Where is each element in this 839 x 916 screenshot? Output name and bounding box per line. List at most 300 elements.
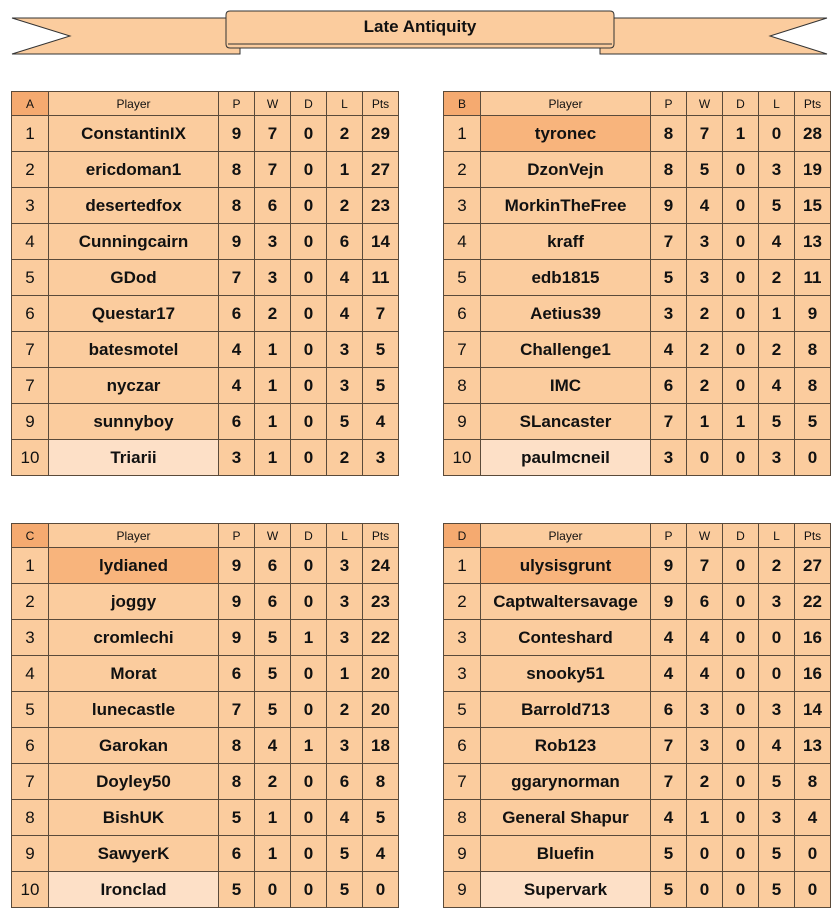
table-row (444, 188, 831, 224)
player-cell: Aetius39 (481, 296, 651, 332)
player-cell: ericdoman1 (49, 152, 219, 188)
player-cell: Doyley50 (49, 764, 219, 800)
pts-cell: 5 (363, 368, 399, 404)
d-cell: 0 (291, 764, 327, 800)
table-row (12, 368, 399, 404)
header-p: P (219, 92, 255, 116)
rank-cell: 7 (12, 332, 49, 368)
table-row (12, 260, 399, 296)
w-cell: 4 (255, 728, 291, 764)
l-cell: 2 (327, 116, 363, 152)
player-cell: kraff (481, 224, 651, 260)
pts-cell: 7 (363, 296, 399, 332)
table-row (444, 224, 831, 260)
table-row (12, 440, 399, 476)
w-cell: 7 (255, 116, 291, 152)
d-cell: 0 (291, 584, 327, 620)
w-cell: 3 (687, 260, 723, 296)
d-cell: 0 (723, 836, 759, 872)
rank-cell: 4 (12, 224, 49, 260)
w-cell: 3 (255, 224, 291, 260)
p-cell: 9 (219, 548, 255, 584)
table-row (12, 728, 399, 764)
p-cell: 6 (219, 836, 255, 872)
p-cell: 3 (651, 440, 687, 476)
rank-cell: 9 (444, 872, 481, 908)
player-cell: tyronec (481, 116, 651, 152)
d-cell: 0 (291, 296, 327, 332)
player-cell: desertedfox (49, 188, 219, 224)
rank-cell: 3 (444, 656, 481, 692)
header-pts: Pts (795, 92, 831, 116)
table-row (444, 548, 831, 584)
d-cell: 0 (723, 656, 759, 692)
rank-cell: 6 (444, 728, 481, 764)
d-cell: 0 (291, 800, 327, 836)
group-table-c (11, 523, 399, 908)
header-l: L (759, 524, 795, 548)
rank-cell: 8 (444, 368, 481, 404)
rank-cell: 4 (12, 656, 49, 692)
l-cell: 0 (759, 116, 795, 152)
l-cell: 4 (327, 260, 363, 296)
l-cell: 4 (759, 368, 795, 404)
rank-cell: 7 (12, 764, 49, 800)
p-cell: 5 (219, 800, 255, 836)
p-cell: 9 (219, 116, 255, 152)
p-cell: 9 (219, 224, 255, 260)
player-cell: DzonVejn (481, 152, 651, 188)
table-row (12, 872, 399, 908)
rank-cell: 9 (12, 836, 49, 872)
l-cell: 5 (759, 404, 795, 440)
player-cell: Bluefin (481, 836, 651, 872)
l-cell: 3 (759, 440, 795, 476)
header-d: D (291, 524, 327, 548)
rank-cell: 2 (444, 152, 481, 188)
pts-cell: 4 (795, 800, 831, 836)
pts-cell: 0 (795, 440, 831, 476)
player-cell: Supervark (481, 872, 651, 908)
pts-cell: 4 (363, 836, 399, 872)
d-cell: 0 (723, 296, 759, 332)
table-row (444, 440, 831, 476)
l-cell: 5 (327, 404, 363, 440)
rank-cell: 2 (444, 584, 481, 620)
d-cell: 0 (723, 800, 759, 836)
player-cell: lunecastle (49, 692, 219, 728)
l-cell: 2 (759, 260, 795, 296)
l-cell: 5 (759, 764, 795, 800)
d-cell: 0 (723, 368, 759, 404)
l-cell: 4 (327, 800, 363, 836)
pts-cell: 27 (363, 152, 399, 188)
table-row (12, 152, 399, 188)
p-cell: 6 (651, 368, 687, 404)
w-cell: 6 (255, 188, 291, 224)
pts-cell: 5 (363, 332, 399, 368)
pts-cell: 20 (363, 656, 399, 692)
header-l: L (327, 92, 363, 116)
p-cell: 9 (219, 620, 255, 656)
rank-cell: 8 (444, 800, 481, 836)
p-cell: 4 (651, 332, 687, 368)
w-cell: 3 (255, 260, 291, 296)
d-cell: 0 (723, 728, 759, 764)
p-cell: 5 (651, 836, 687, 872)
rank-cell: 9 (12, 404, 49, 440)
player-cell: snooky51 (481, 656, 651, 692)
rank-cell: 5 (444, 692, 481, 728)
player-cell: paulmcneil (481, 440, 651, 476)
pts-cell: 14 (363, 224, 399, 260)
d-cell: 0 (723, 260, 759, 296)
p-cell: 7 (219, 260, 255, 296)
l-cell: 3 (327, 548, 363, 584)
table-header-row (12, 92, 399, 116)
header-p: P (651, 524, 687, 548)
table-row (444, 800, 831, 836)
pts-cell: 13 (795, 224, 831, 260)
pts-cell: 11 (363, 260, 399, 296)
pts-cell: 0 (795, 872, 831, 908)
pts-cell: 28 (795, 116, 831, 152)
w-cell: 1 (687, 404, 723, 440)
table-row (444, 152, 831, 188)
pts-cell: 11 (795, 260, 831, 296)
p-cell: 4 (219, 332, 255, 368)
pts-cell: 0 (363, 872, 399, 908)
rank-cell: 7 (444, 764, 481, 800)
p-cell: 5 (219, 872, 255, 908)
p-cell: 6 (651, 692, 687, 728)
header-player: Player (49, 92, 219, 116)
d-cell: 0 (723, 440, 759, 476)
group-label: C (12, 524, 49, 548)
header-pts: Pts (363, 524, 399, 548)
table-row (444, 692, 831, 728)
header-l: L (759, 92, 795, 116)
pts-cell: 22 (795, 584, 831, 620)
player-cell: ulysisgrunt (481, 548, 651, 584)
rank-cell: 6 (12, 296, 49, 332)
p-cell: 7 (651, 404, 687, 440)
p-cell: 6 (219, 656, 255, 692)
d-cell: 1 (291, 728, 327, 764)
header-p: P (651, 92, 687, 116)
rank-cell: 3 (12, 620, 49, 656)
rank-cell: 5 (12, 692, 49, 728)
l-cell: 2 (327, 440, 363, 476)
w-cell: 0 (255, 872, 291, 908)
player-cell: Morat (49, 656, 219, 692)
pts-cell: 5 (795, 404, 831, 440)
table-row (444, 404, 831, 440)
d-cell: 0 (723, 332, 759, 368)
l-cell: 3 (759, 584, 795, 620)
w-cell: 1 (255, 800, 291, 836)
p-cell: 4 (651, 656, 687, 692)
w-cell: 2 (255, 764, 291, 800)
player-cell: joggy (49, 584, 219, 620)
player-cell: Cunningcairn (49, 224, 219, 260)
w-cell: 5 (255, 692, 291, 728)
l-cell: 3 (327, 584, 363, 620)
header-p: P (219, 524, 255, 548)
pts-cell: 9 (795, 296, 831, 332)
p-cell: 5 (651, 260, 687, 296)
rank-cell: 1 (12, 116, 49, 152)
table-row (12, 188, 399, 224)
l-cell: 0 (759, 620, 795, 656)
rank-cell: 10 (444, 440, 481, 476)
l-cell: 3 (327, 368, 363, 404)
table-row (444, 296, 831, 332)
p-cell: 6 (219, 404, 255, 440)
pts-cell: 19 (795, 152, 831, 188)
l-cell: 2 (759, 332, 795, 368)
p-cell: 5 (651, 872, 687, 908)
l-cell: 5 (759, 836, 795, 872)
pts-cell: 8 (795, 332, 831, 368)
p-cell: 9 (651, 584, 687, 620)
rank-cell: 1 (444, 548, 481, 584)
pts-cell: 18 (363, 728, 399, 764)
rank-cell: 1 (12, 548, 49, 584)
pts-cell: 4 (363, 404, 399, 440)
player-cell: Triarii (49, 440, 219, 476)
pts-cell: 16 (795, 656, 831, 692)
header-d: D (723, 92, 759, 116)
pts-cell: 24 (363, 548, 399, 584)
player-cell: SawyerK (49, 836, 219, 872)
p-cell: 4 (651, 620, 687, 656)
l-cell: 5 (759, 188, 795, 224)
w-cell: 5 (255, 620, 291, 656)
rank-cell: 4 (444, 224, 481, 260)
d-cell: 0 (723, 548, 759, 584)
header-w: W (255, 524, 291, 548)
w-cell: 7 (687, 116, 723, 152)
d-cell: 0 (291, 368, 327, 404)
rank-cell: 3 (444, 188, 481, 224)
d-cell: 0 (291, 224, 327, 260)
rank-cell: 2 (12, 152, 49, 188)
d-cell: 0 (291, 152, 327, 188)
table-row (444, 368, 831, 404)
header-w: W (687, 524, 723, 548)
d-cell: 0 (291, 440, 327, 476)
d-cell: 0 (723, 188, 759, 224)
l-cell: 5 (327, 836, 363, 872)
group-label: A (12, 92, 49, 116)
l-cell: 3 (759, 692, 795, 728)
table-row (12, 764, 399, 800)
w-cell: 4 (687, 188, 723, 224)
pts-cell: 20 (363, 692, 399, 728)
page-title: Late Antiquity (363, 17, 477, 36)
p-cell: 8 (651, 152, 687, 188)
d-cell: 1 (291, 620, 327, 656)
table-row (444, 332, 831, 368)
l-cell: 1 (327, 152, 363, 188)
rank-cell: 6 (444, 296, 481, 332)
p-cell: 3 (219, 440, 255, 476)
w-cell: 7 (687, 548, 723, 584)
w-cell: 1 (255, 836, 291, 872)
pts-cell: 29 (363, 116, 399, 152)
banner-left-tail (12, 18, 240, 54)
l-cell: 1 (327, 656, 363, 692)
p-cell: 9 (651, 188, 687, 224)
w-cell: 1 (255, 368, 291, 404)
pts-cell: 23 (363, 188, 399, 224)
d-cell: 1 (723, 116, 759, 152)
p-cell: 8 (219, 764, 255, 800)
rank-cell: 5 (444, 260, 481, 296)
player-cell: Conteshard (481, 620, 651, 656)
table-row (12, 836, 399, 872)
l-cell: 2 (759, 548, 795, 584)
w-cell: 3 (687, 728, 723, 764)
p-cell: 7 (219, 692, 255, 728)
d-cell: 1 (723, 404, 759, 440)
l-cell: 1 (759, 296, 795, 332)
banner-right-tail (600, 18, 827, 54)
pts-cell: 15 (795, 188, 831, 224)
pts-cell: 27 (795, 548, 831, 584)
w-cell: 2 (687, 368, 723, 404)
p-cell: 8 (219, 728, 255, 764)
l-cell: 3 (327, 620, 363, 656)
w-cell: 2 (687, 332, 723, 368)
table-row (444, 872, 831, 908)
p-cell: 4 (219, 368, 255, 404)
player-cell: edb1815 (481, 260, 651, 296)
rank-cell: 10 (12, 440, 49, 476)
l-cell: 6 (327, 224, 363, 260)
table-row (12, 548, 399, 584)
l-cell: 5 (759, 872, 795, 908)
group-table-a (11, 91, 399, 476)
rank-cell: 9 (444, 836, 481, 872)
table-row (12, 116, 399, 152)
rank-cell: 7 (444, 332, 481, 368)
rank-cell: 2 (12, 584, 49, 620)
rank-cell: 3 (444, 620, 481, 656)
player-cell: Garokan (49, 728, 219, 764)
w-cell: 1 (255, 332, 291, 368)
w-cell: 3 (687, 224, 723, 260)
table-row (12, 656, 399, 692)
d-cell: 0 (291, 188, 327, 224)
w-cell: 3 (687, 692, 723, 728)
d-cell: 0 (723, 224, 759, 260)
l-cell: 0 (759, 656, 795, 692)
w-cell: 0 (687, 872, 723, 908)
w-cell: 1 (255, 440, 291, 476)
header-player: Player (49, 524, 219, 548)
pts-cell: 8 (363, 764, 399, 800)
rank-cell: 9 (444, 404, 481, 440)
pts-cell: 22 (363, 620, 399, 656)
w-cell: 6 (687, 584, 723, 620)
l-cell: 5 (327, 872, 363, 908)
table-row (12, 620, 399, 656)
table-row (12, 296, 399, 332)
table-row (12, 692, 399, 728)
table-row (12, 404, 399, 440)
w-cell: 4 (687, 656, 723, 692)
pts-cell: 13 (795, 728, 831, 764)
p-cell: 8 (651, 116, 687, 152)
w-cell: 5 (687, 152, 723, 188)
player-cell: GDod (49, 260, 219, 296)
w-cell: 1 (687, 800, 723, 836)
table-row (444, 116, 831, 152)
group-table-b (443, 91, 831, 476)
table-header-row (444, 524, 831, 548)
pts-cell: 14 (795, 692, 831, 728)
w-cell: 6 (255, 548, 291, 584)
table-row (444, 584, 831, 620)
player-cell: Barrold713 (481, 692, 651, 728)
table-row (12, 800, 399, 836)
rank-cell: 10 (12, 872, 49, 908)
player-cell: nyczar (49, 368, 219, 404)
rank-cell: 6 (12, 728, 49, 764)
header-d: D (291, 92, 327, 116)
d-cell: 0 (291, 332, 327, 368)
p-cell: 7 (651, 224, 687, 260)
l-cell: 3 (327, 728, 363, 764)
w-cell: 2 (687, 296, 723, 332)
player-cell: Challenge1 (481, 332, 651, 368)
player-cell: lydianed (49, 548, 219, 584)
w-cell: 2 (687, 764, 723, 800)
pts-cell: 0 (795, 836, 831, 872)
player-cell: Rob123 (481, 728, 651, 764)
header-w: W (255, 92, 291, 116)
player-cell: Ironclad (49, 872, 219, 908)
header-l: L (327, 524, 363, 548)
d-cell: 0 (291, 656, 327, 692)
w-cell: 4 (687, 620, 723, 656)
l-cell: 4 (759, 224, 795, 260)
header-d: D (723, 524, 759, 548)
p-cell: 9 (651, 548, 687, 584)
pts-cell: 3 (363, 440, 399, 476)
p-cell: 8 (219, 188, 255, 224)
rank-cell: 1 (444, 116, 481, 152)
header-pts: Pts (363, 92, 399, 116)
table-row (444, 620, 831, 656)
d-cell: 0 (723, 872, 759, 908)
p-cell: 9 (219, 584, 255, 620)
rank-cell: 5 (12, 260, 49, 296)
d-cell: 0 (291, 404, 327, 440)
table-row (12, 332, 399, 368)
header-w: W (687, 92, 723, 116)
player-cell: cromlechi (49, 620, 219, 656)
rank-cell: 8 (12, 800, 49, 836)
w-cell: 1 (255, 404, 291, 440)
table-header-row (12, 524, 399, 548)
w-cell: 0 (687, 836, 723, 872)
l-cell: 2 (327, 692, 363, 728)
player-cell: batesmotel (49, 332, 219, 368)
table-row (12, 584, 399, 620)
